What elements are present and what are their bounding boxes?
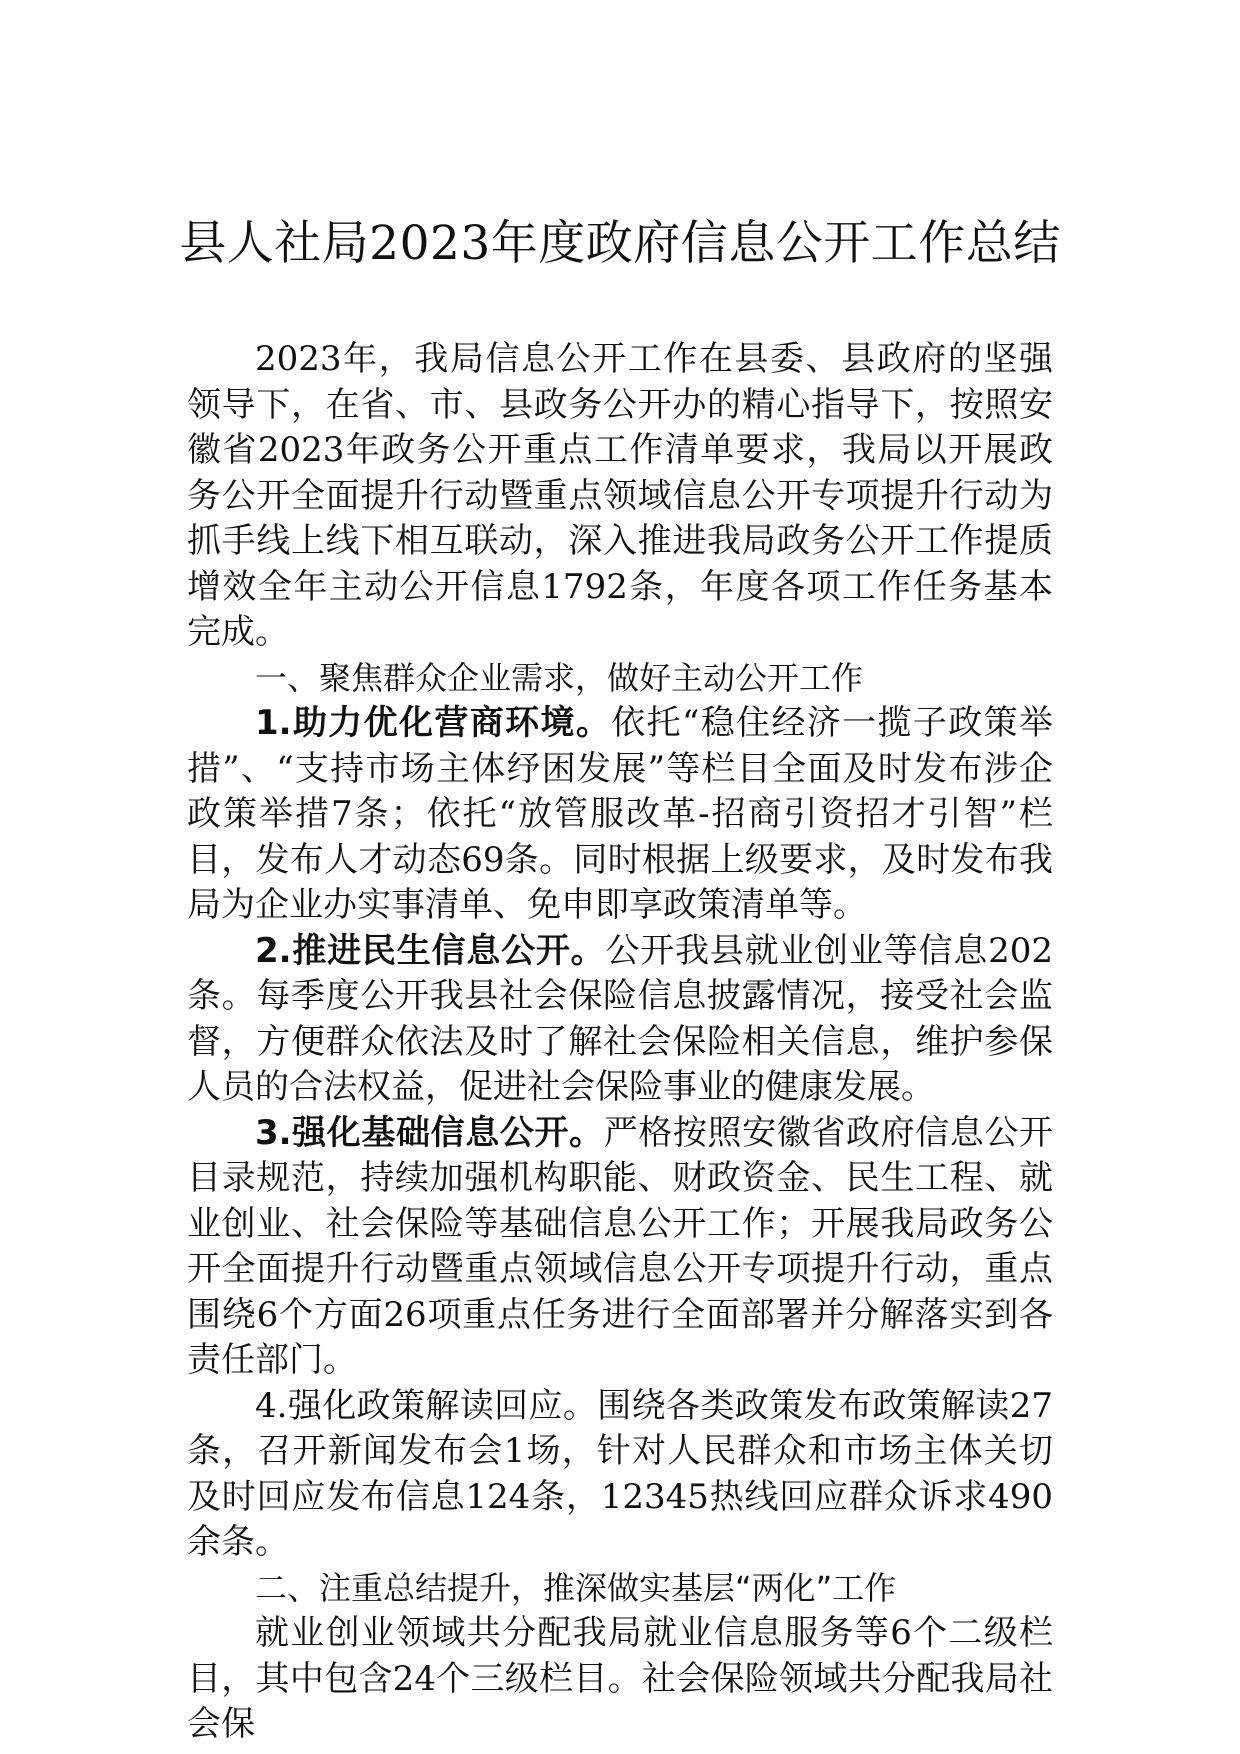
document-body bbox=[187, 337, 1053, 1748]
section-1-item-2 bbox=[187, 929, 1053, 1111]
section-1-item-4: 4.强化政策解读回应。围绕各类政策发布政策解读27条，召开新闻发布会1场，针对人民群众和市场主体关切及时回应发布信息124条，12345热线回应群众诉求490余条。 bbox=[187, 1385, 1053, 1562]
section-1-item-3 bbox=[187, 1111, 1053, 1384]
item-2-lead: 2.推进民生信息公开。 bbox=[255, 930, 606, 971]
item-3-text: 严格按照安徽省政府信息公开目录规范，持续加强机构职能、财政资金、民生工程、就业创业、社会保险等基础信息公开工作；开展我局政务公开全面提升行动暨重点领域信息公开专项提升行动，重点围绕6个方面26项重点任务进行全面部署并分解落实到各责任部门。 bbox=[187, 1112, 1054, 1380]
item-3-lead: 3.强化基础信息公开。 bbox=[255, 1112, 604, 1153]
item-1-text: 依托“稳住经济一揽子政策举措”、“支持市场主体纾困发展”等栏目全面及时发布涉企政策举措7条；依托“放管服改革-招商引资招才引智”栏目，发布人才动态69条。同时根据上级要求，及时发布我局为企业办实事清单、免申即享政策清单等。 bbox=[187, 703, 1053, 925]
section-1-item-1 bbox=[187, 701, 1053, 929]
section-2-heading: 二、注重总结提升，推深做实基层“两化”工作 bbox=[255, 1568, 897, 1607]
item-2-text: 公开我县就业创业等信息202条。每季度公开我县社会保险信息披露情况，接受社会监督，方便群众依法及时了解社会保险相关信息，维护参保人员的合法权益，促进社会保险事业的健康发展。 bbox=[187, 930, 1053, 1107]
section-1-heading: 一、聚焦群众企业需求，做好主动公开工作 bbox=[255, 658, 864, 697]
section-2-paragraph: 就业创业领域共分配我局就业信息服务等6个二级栏目，其中包含24个三级栏目。社会保险领域共分配我局社会保 bbox=[187, 1613, 1053, 1744]
document-title: 县人社局2023年度政府信息公开工作总结 bbox=[179, 216, 1061, 271]
intro-paragraph: 2023年，我局信息公开工作在县委、县政府的坚强领导下，在省、市、县政务公开办的精心指导下，按照安徽省2023年政务公开重点工作清单要求，我局以开展政务公开全面提升行动暨重点领域信息公开专项提升行动为抓手线上线下相互联动，深入推进我局政务公开工作提质增效全年主动公开信息1792条，年度各项工作任务基本完成。 bbox=[187, 339, 1053, 652]
item-1-lead: 1.助力优化营商环境。 bbox=[255, 703, 612, 743]
